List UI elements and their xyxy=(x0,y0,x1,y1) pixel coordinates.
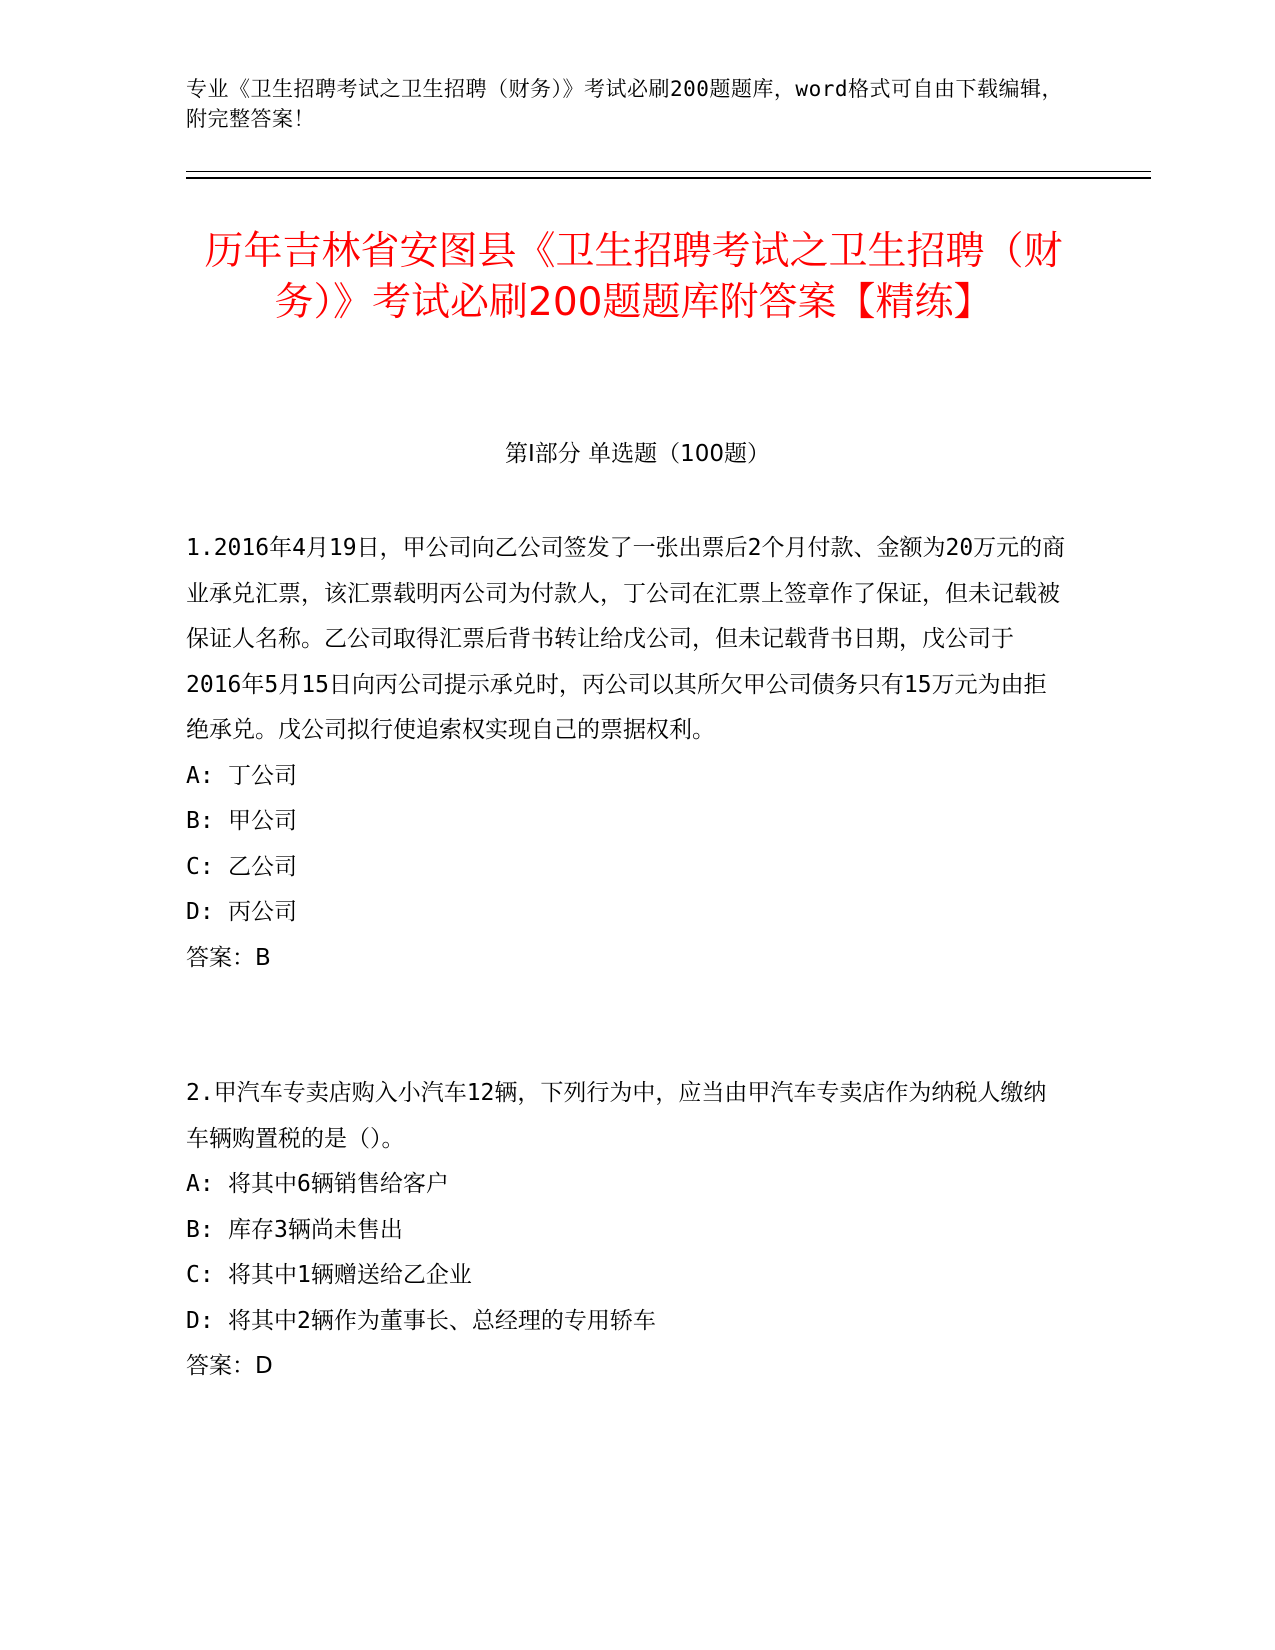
answer: 答案：B xyxy=(186,944,271,971)
question-stem: 2.甲汽车专卖店购入小汽车12辆，下列行为中，应当由甲汽车专卖店作为纳税人缴纳车辆购置税的是（）。 xyxy=(186,1080,1047,1152)
option-c xyxy=(186,1253,1066,1299)
option-key: B: xyxy=(186,1216,214,1243)
section-heading: 第I部分 单选题（100题） xyxy=(505,441,770,467)
option-key: A: xyxy=(186,762,214,789)
option-text: 丁公司 xyxy=(228,762,297,789)
question-1 xyxy=(186,526,1066,981)
option-text: 将其中2辆作为董事长、总经理的专用轿车 xyxy=(228,1307,656,1334)
option-text: 丙公司 xyxy=(228,899,297,925)
option-text: 将其中6辆销售给客户 xyxy=(228,1171,449,1197)
option-key: C: xyxy=(186,853,214,880)
option-d xyxy=(186,1299,1066,1345)
option-key: A: xyxy=(186,1171,214,1197)
header-rule-thin xyxy=(186,171,1151,172)
option-a xyxy=(186,754,1066,800)
option-text: 将其中1辆赠送给乙企业 xyxy=(228,1262,472,1288)
option-text: 库存3辆尚未售出 xyxy=(228,1216,403,1243)
answer: 答案：D xyxy=(186,1353,273,1379)
header-rule-thick xyxy=(186,177,1151,179)
document-title: 历年吉林省安图县《卫生招聘考试之卫生招聘（财务）》考试必刷200题题库附答案【精练】 xyxy=(204,229,1063,325)
header-note: 专业《卫生招聘考试之卫生招聘（财务）》考试必刷200题题库，word格式可自由下载编辑，附完整答案！ xyxy=(186,77,1063,131)
option-b xyxy=(186,799,1066,845)
option-key: D: xyxy=(186,1307,214,1334)
option-key: B: xyxy=(186,808,214,834)
option-key: C: xyxy=(186,1262,214,1288)
option-c xyxy=(186,845,1066,891)
option-text: 乙公司 xyxy=(228,853,297,880)
option-key: D: xyxy=(186,899,214,925)
option-text: 甲公司 xyxy=(228,808,297,834)
question-stem: 1.2016年4月19日，甲公司向乙公司签发了一张出票后2个月付款、金额为20万元的商业承兑汇票，该汇票载明丙公司为付款人，丁公司在汇票上签章作了保证，但未记载被保证人名称。乙公司取得汇票后背书转让给戊公司，但未记载背书日期，戊公司于2016年5月15日向丙公司提示承兑时，丙公司以其所欠甲公司债务只有15万元为由拒绝承兑。戊公司拟行使追索权实现自己的票据权利。 xyxy=(186,535,1066,743)
option-d xyxy=(186,890,1066,936)
option-b xyxy=(186,1208,1066,1254)
option-a xyxy=(186,1162,1066,1208)
question-2 xyxy=(186,1071,1066,1390)
